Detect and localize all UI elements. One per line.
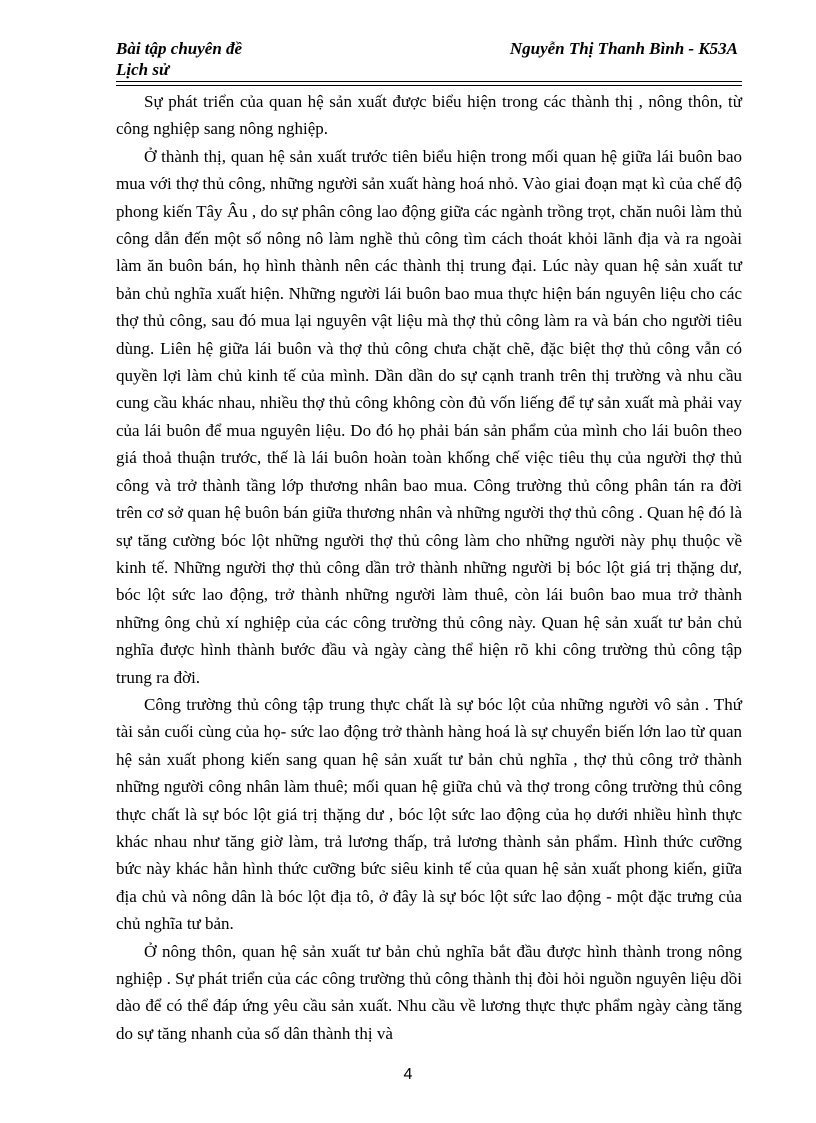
header-rule-thin [116,85,742,86]
document-body [116,88,742,1047]
paragraph: Sự phát triển của quan hệ sản xuất được biểu hiện trong các thành thị , nông thôn, từ công nghiệp sang nông nghiệp. [116,92,742,139]
header-subject: Lịch sử [116,60,170,79]
header-rule-thick [116,81,742,82]
page-header [116,38,742,84]
paragraph: Ở thành thị, quan hệ sản xuất trước tiên biểu hiện trong mối quan hệ giữa lái buôn bao mua với thợ thủ công, những người sản xuất hàng hoá nhỏ. Vào giai đoạn mạt kì của chế độ phong kiến Tây Âu , do sự phân công lao động giữa các ngành trồng trọt, chăn nuôi làm thủ công dẫn đến một số nông nô làm nghề thủ công tìm cách thoát khỏi lãnh địa và ra ngoài làm ăn buôn bán, họ hình thành nên các thành thị trung đại. Lúc này quan hệ sản xuất tư bản chủ nghĩa xuất hiện. Những người lái buôn bao mua thực hiện bán nguyên liệu cho các thợ thủ công, sau đó mua lại nguyên vật liệu mà thợ thủ công làm ra và bán cho người tiêu dùng. Liên hệ giữa lái buôn và thợ thủ công chưa chặt chẽ, đặc biệt thợ thủ công vẫn có quyền lợi làm chủ kinh tế của mình. Dần dần do sự cạnh tranh trên thị trường và nhu cầu cung cầu khác nhau, nhiều thợ thủ công không còn đủ vốn liếng để tự sản xuất mà phải vay của lái buôn để mua nguyên liệu. Do đó họ phải bán sản phẩm của mình cho lái buôn theo giá thoả thuận trước, thế là lái buôn hoàn toàn khống chế việc tiêu thụ của người thợ thủ công và trở thành tầng lớp thương nhân bao mua. Công trường thủ công phân tán ra đời trên cơ sở quan hệ buôn bán giữa thương nhân và những người thợ thủ công . Quan hệ đó là sự tăng cường bóc lột những người thợ thủ công làm cho những người này phụ thuộc về kinh tế. Những người thợ thủ công dần trở thành những người bị bóc lột giá trị thặng dư, bóc lột sức lao động, trở thành những người làm thuê, còn lái buôn bao mua trở thành những ông chủ xí nghiệp của các công trường thủ công này. Quan hệ sản xuất tư bản chủ nghĩa được hình thành bước đầu và ngày càng thể hiện rõ khi công trường thủ công tập trung ra đời. [116,146,742,687]
header-left [116,38,242,80]
header-author: Nguyễn Thị Thanh Bình - K53A [509,39,738,58]
paragraph: Công trường thủ công tập trung thực chất là sự bóc lột của những người vô sản . Thứ tài sản cuối cùng của họ- sức lao động trở thành hàng hoá là sự chuyển biến lớn lao từ quan hệ sản xuất phong kiến sang quan hệ sản xuất tư bản chủ nghĩa , thợ thủ công trở thành những người công nhân làm thuê; mối quan hệ giữa chủ và thợ trong công trường thủ công thực chất là sự bóc lột giá trị thặng dư , bóc lột sức lao động của họ dưới nhiều hình thực khác nhau như tăng giờ làm, trả lương thấp, trả lương thành sản phẩm. Hình thức cưỡng bức này khác hẳn hình thức cưỡng bức siêu kinh tế của quan hệ sản xuất phong kiến, giữa địa chủ và nông dân là bóc lột địa tô, ở đây là sự bóc lột sức lao động - một đặc trưng của chủ nghĩa tư bản. [116,694,742,934]
paragraph: Ở nông thôn, quan hệ sản xuất tư bản chủ nghĩa bắt đầu được hình thành trong nông nghiệp . Sự phát triển của các công trường thủ công thành thị đòi hỏi nguồn nguyên liệu dồi dào để có thể đáp ứng yêu cầu sản xuất. Nhu cầu về lương thực thực phẩm ngày càng tăng do sự tăng nhanh của số dân thành thị và [116,941,742,1043]
header-course-title: Bài tập chuyên đề [116,39,243,58]
page-number: 4 [403,1066,413,1083]
